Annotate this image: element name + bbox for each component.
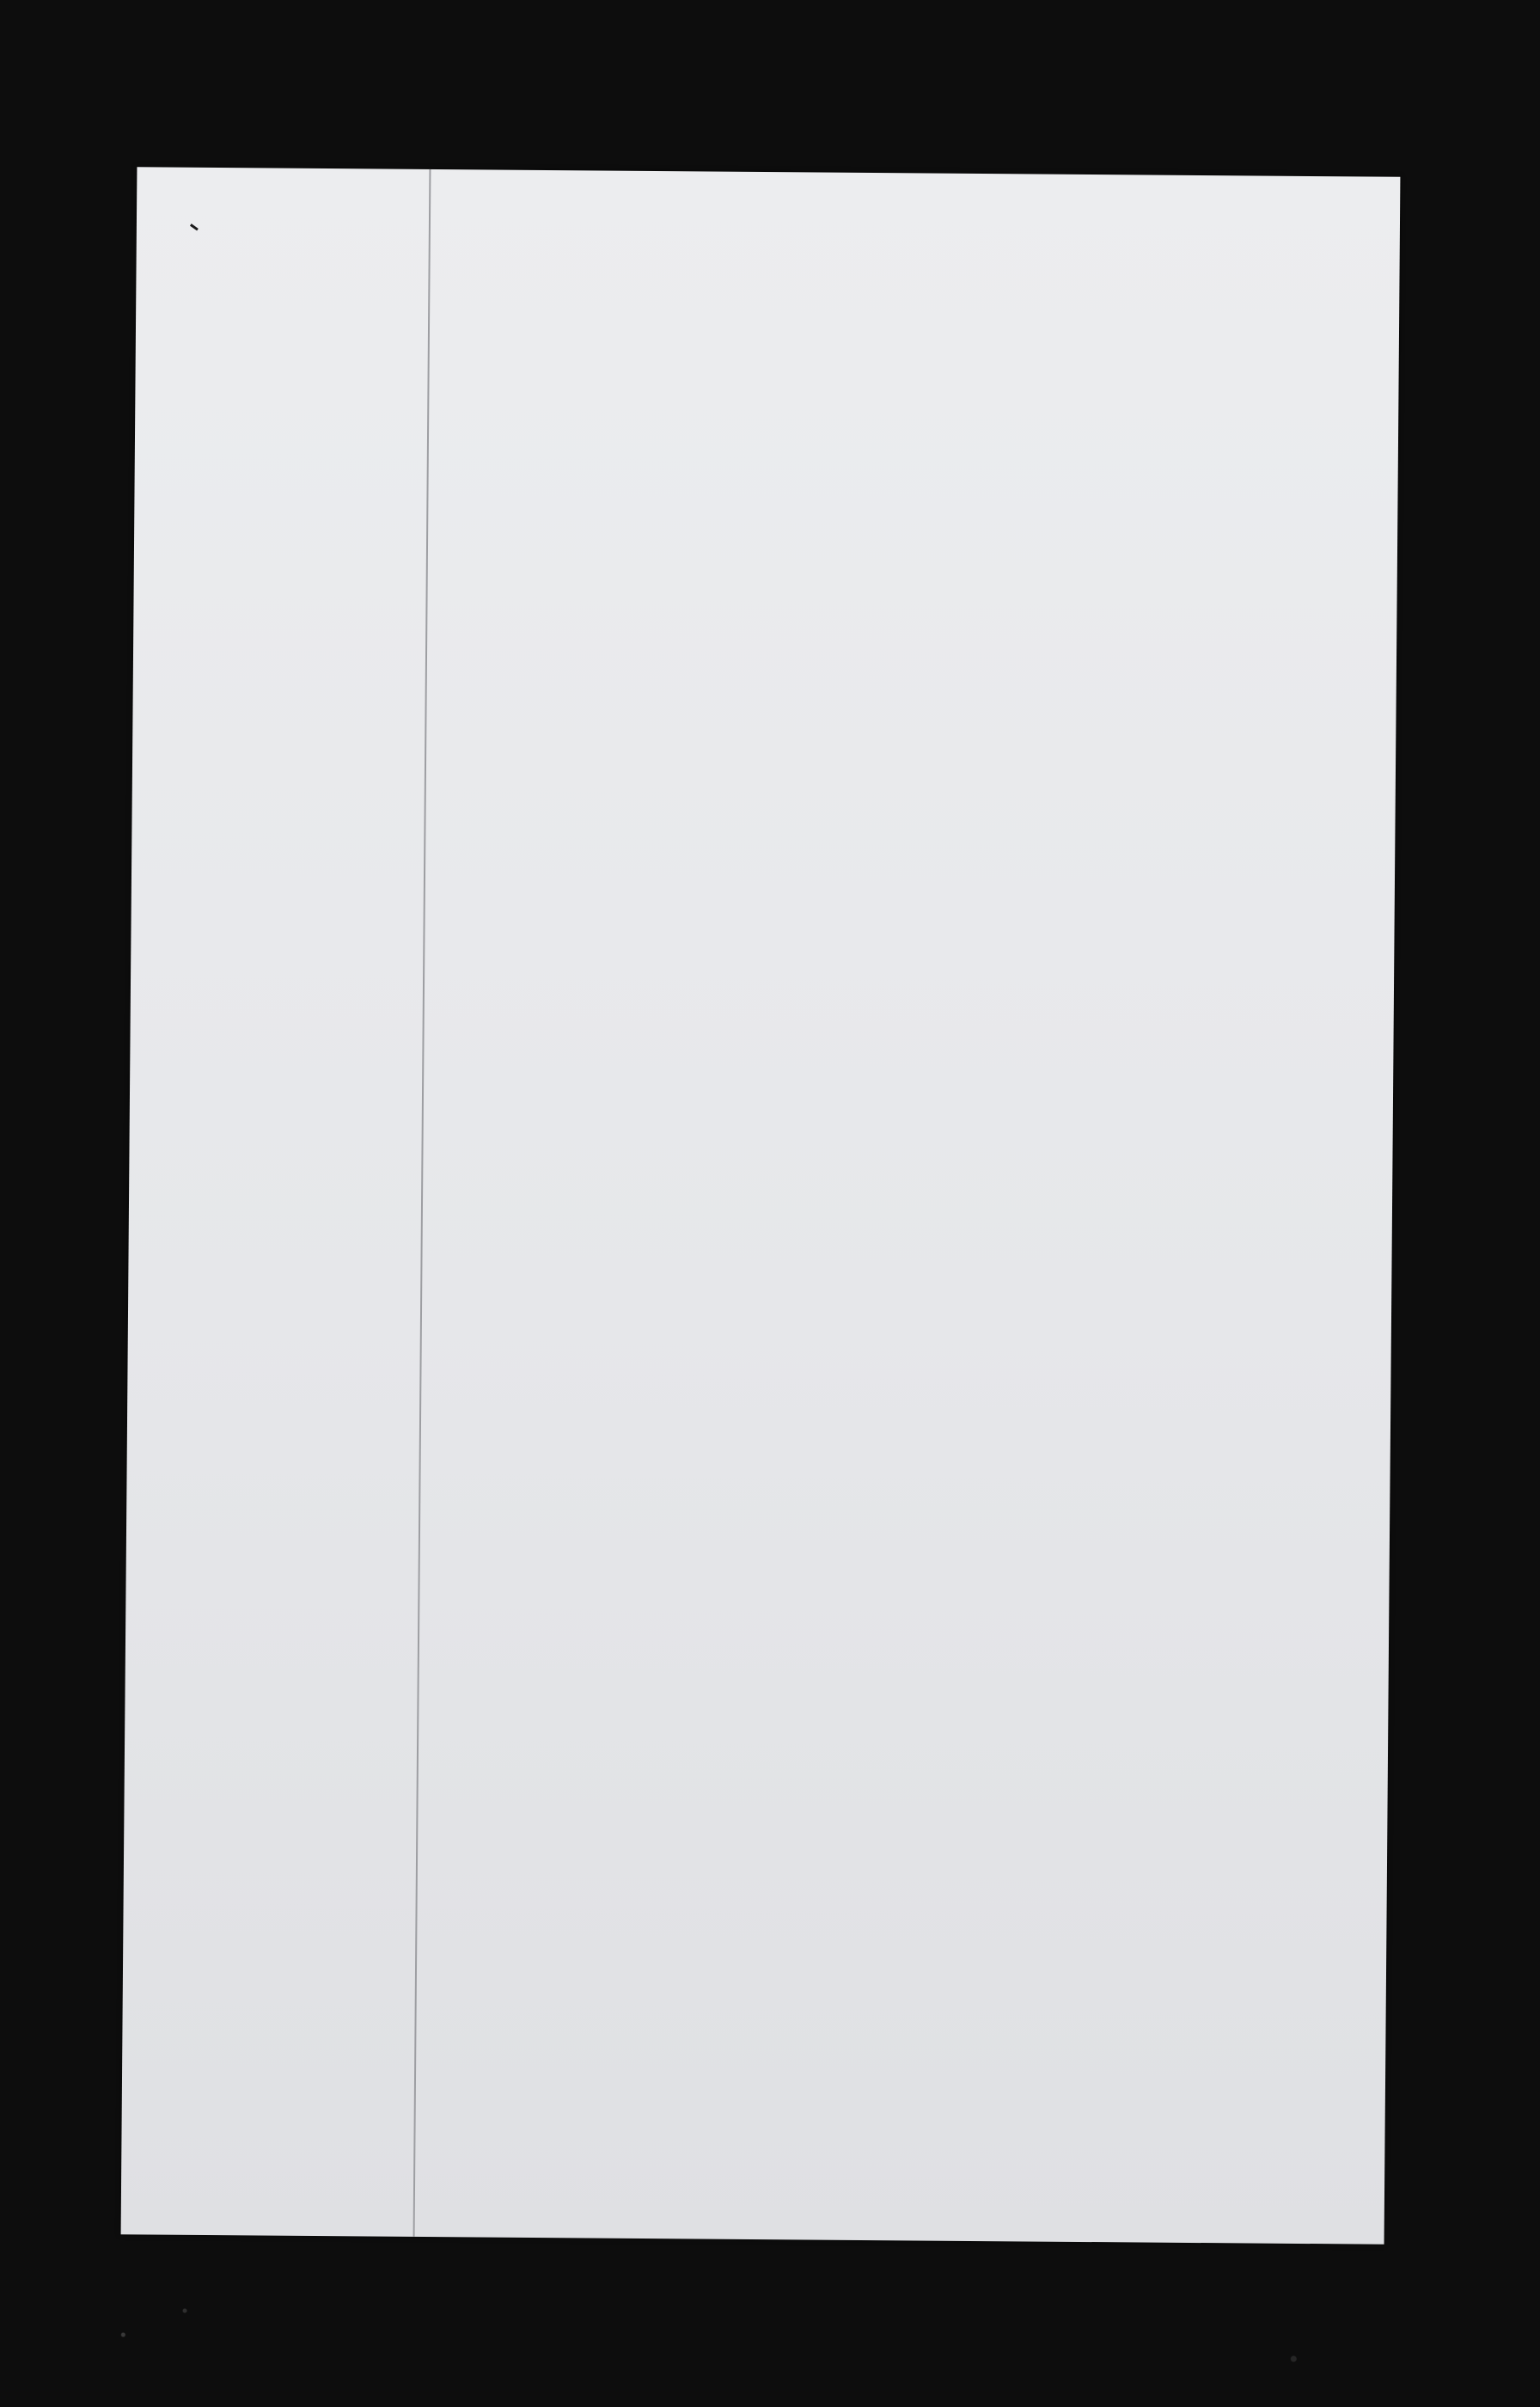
transcript-page xyxy=(121,167,1401,2244)
tick-mark xyxy=(190,224,199,230)
margin-rule xyxy=(413,169,431,2237)
folio-number xyxy=(190,221,200,251)
